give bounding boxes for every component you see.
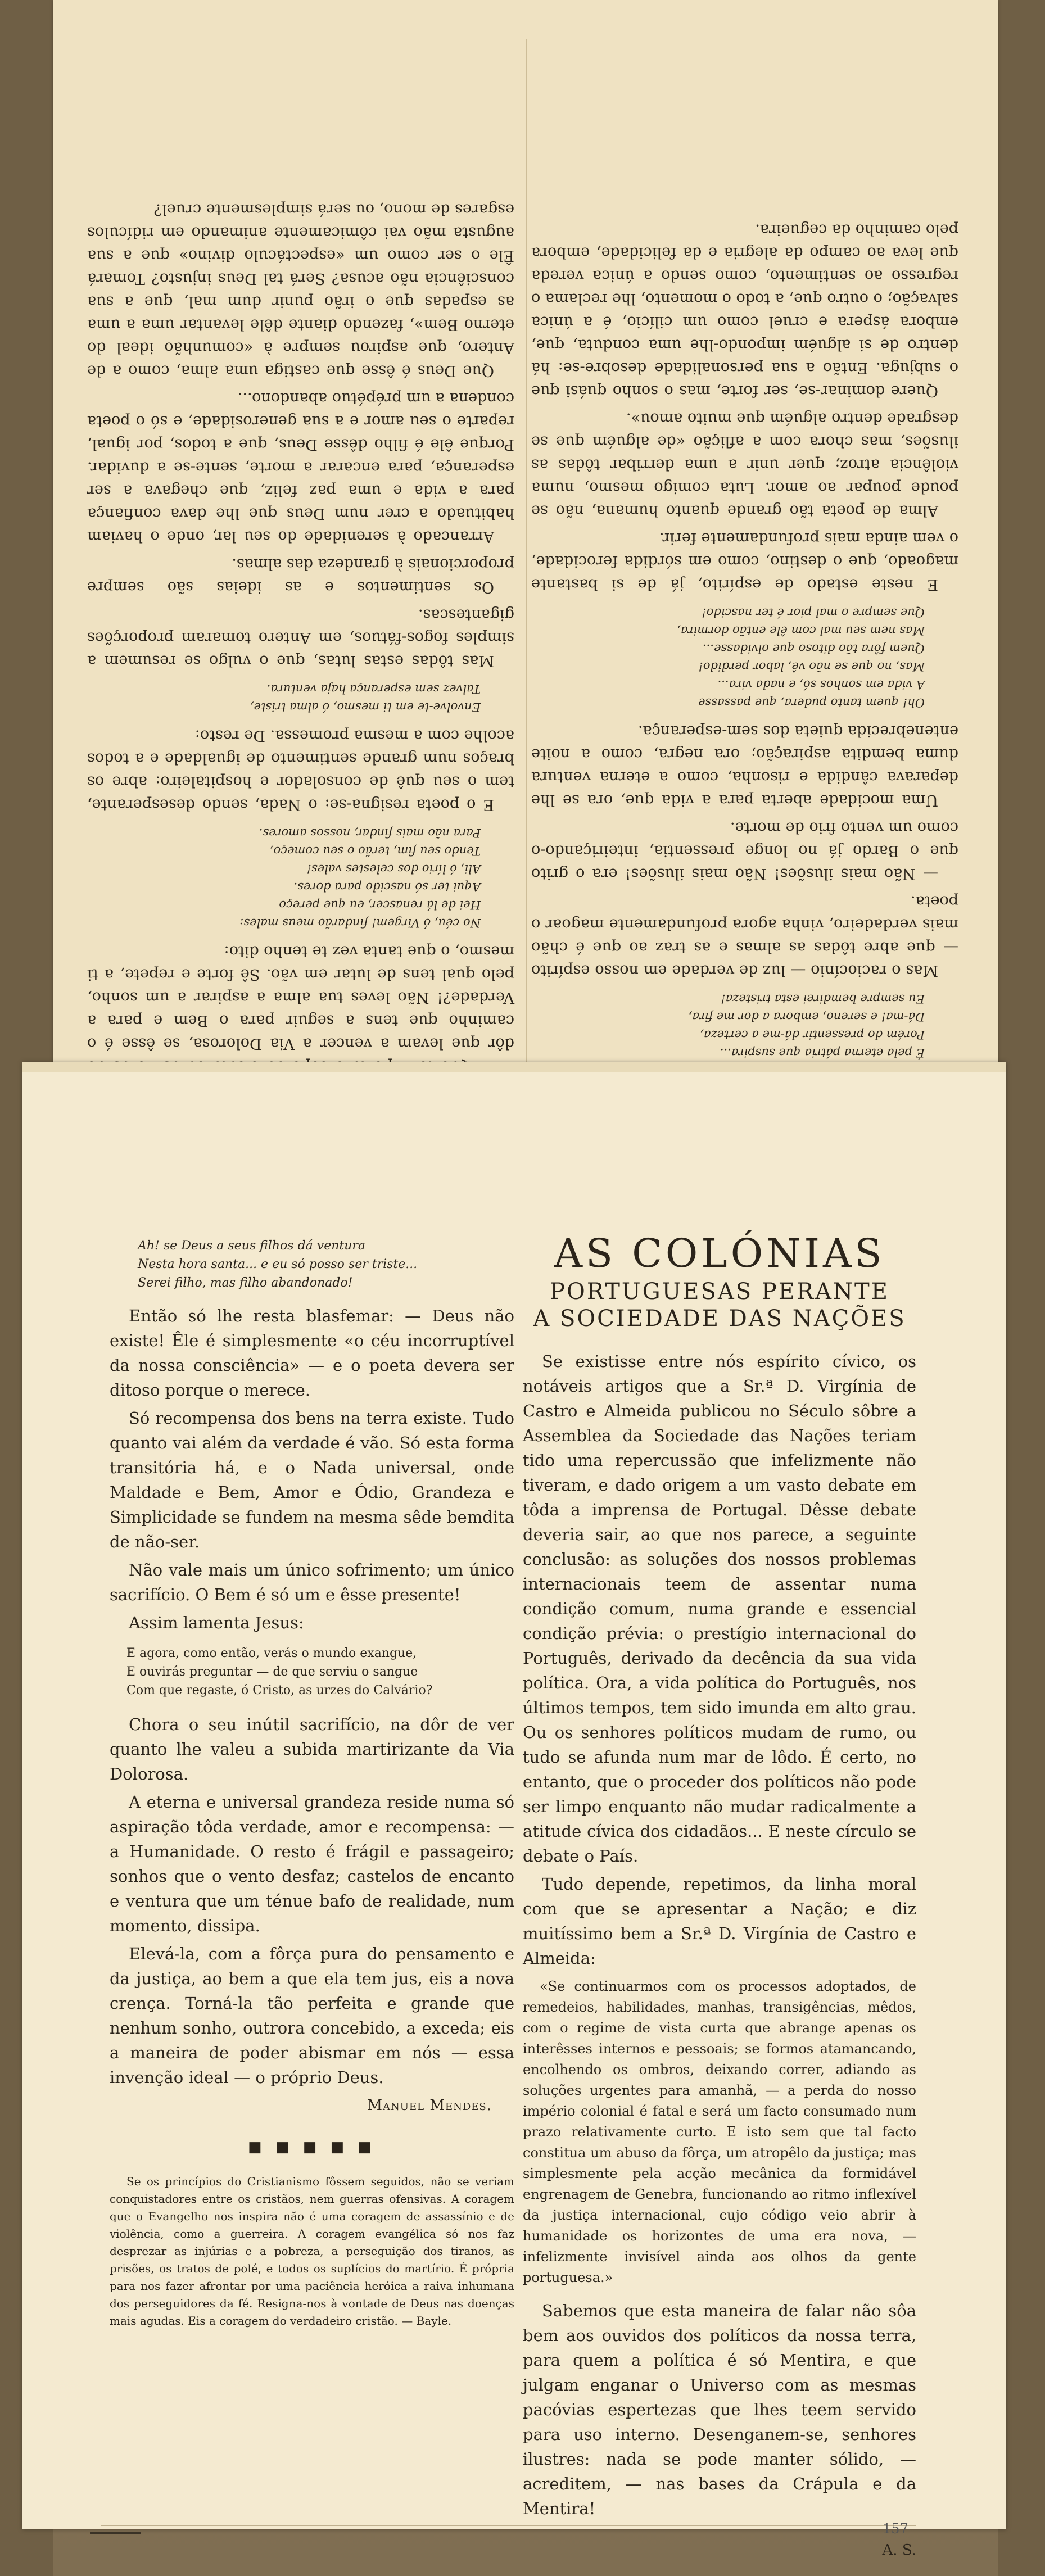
slip-paragraph: dôr que levam a vencer a Via Dolorosa, se êsse é o caminho que tens a seguir para o Bem e para a Verdade?! Não leves tua alma a aspirar a um sonho, pelo qual tens de lutar em vão. Sê forte e repete, a ti mesmo, o que tanta vez te tenho dito: — [87, 943, 514, 1052]
verse-line: Quem fôra tão ditoso que olvidasse... — [702, 642, 925, 655]
body-paragraph: A eterna e universal grandeza reside numa só aspiração tôda verdade, amor e recompensa: — a Humanidade. O resto é frágil e passageiro; sonhos que o vento desfaz; castelos de encanto e ventura que um ténue bafo de realidade, num momento, dissipa. — [110, 1792, 514, 1935]
verse-line: Serei filho, mas filho abandonado! — [138, 1276, 353, 1290]
verse-line: É pela eterna pátria que suspira... — [720, 1046, 925, 1060]
slip-column-a — [531, 214, 958, 1175]
body-paragraph: Tudo depende, repetimos, da linha moral com que se apresentar a Nação; e diz muitíssimo bem a Sr.ª D. Virgínia de Castro e Almeida: — [523, 1875, 916, 1968]
body-paragraph: Só recompensa dos bens na terra existe. Tudo quanto vai além da verdade é vão. Só esta forma transitória há, e o Nada universal, onde Maldade e Bem, Amor e Ódio, Grandeza e Simplicidade se fundem na mesma sêde bemdita de não-ser. — [110, 1409, 514, 1551]
body-paragraph: Sabemos que esta maneira de falar não sôa bem aos ouvidos dos políticos da nossa terra, para quem a política é só Mentira, e que julgam enganar o Universo com as mesmas pacóvias espertezas que lhes teem servido para uso interno. Desenganem-se, senhores ilustres: nada se pode manter sólido, — acreditem, — nas bases da Crápula e da Mentira! — [523, 2301, 916, 2518]
slip-paragraph: Que Deus é êsse que castiga uma alma, como a de Antero, que aspirou sempre à «comunhão ideal do eterno Bem», fazendo diante dêle levantar uma a uma as espadas que o irão punir dum mal, que a sua consciência não acusa? Será tal Deus injusto? Tomará Êle o ser como um «espectáculo divino» que a sua augusta mão vai cômicamente animando em ridículos esgares de mono, ou será simplesmente cruel? — [87, 201, 514, 379]
verse-line: No céu, ó Virgem! findarão meus males: — [239, 916, 481, 930]
slip-verse-b — [531, 604, 925, 712]
body-paragraph: Então só lhe resta blasfemar: — Deus não existe! Êle é simplesmente «o céu incorruptível da nossa consciência» — e o poeta devera ser ditoso porque o merece. — [110, 1306, 514, 1400]
footnote-quote — [110, 2173, 514, 2330]
article-subtitle-2: A SOCIEDADE DAS NAÇÕES — [533, 1306, 906, 1332]
verse-line: Envolve-te em ti mesmo, ó alma triste, — [250, 700, 481, 714]
footer-mark — [90, 2527, 141, 2534]
verse-line: Que sempre o mal pior é ter nascido! — [702, 606, 925, 619]
verse-line: Porém do pressentir dá-me a certeza, — [700, 1028, 925, 1042]
verse-line: Nesta hora santa... e eu só posso ser triste... — [138, 1257, 418, 1271]
verse-line: A vida em sonhos só, e nada vira... — [717, 678, 925, 691]
column-divider — [526, 39, 527, 1163]
right-column — [523, 1231, 916, 2563]
author-signature: Manuel Mendes. — [367, 2097, 492, 2114]
author-initials: A. S. — [882, 2542, 916, 2559]
verse-line: Hei de lá renascer, eu que pereço — [279, 898, 481, 912]
body-paragraph: Elevá-la, com a fôrça pura do pensamento e da justiça, ao bem a que ela tem jus, eis a nova crença. Torná-la tão perfeita e grande que nenhum sonho, outrora concebido, a exceda; eis a maneira de poder abismar em nós — essa invenção ideal — o próprio Deus. — [110, 1944, 514, 2087]
body-paragraph: Não vale mais um único sofrimento; um único sacrifício. O Bem é só um e êsse presente! — [110, 1560, 514, 1604]
page-number: 157 — [883, 2521, 908, 2537]
body-paragraph: Assim lamenta Jesus: — [129, 1613, 304, 1632]
upside-down-slip — [53, 0, 998, 1197]
verse-line: Ah! se Deus a seus filhos dá ventura — [138, 1239, 366, 1253]
section-separator: ■ ■ ■ ■ ■ — [248, 2139, 376, 2156]
body-paragraph: Se existisse entre nós espírito cívico, os notáveis artigos que a Sr.ª D. Virgínia de Castro e Almeida publicou no Século sôbre a Assemblea da Sociedade das Nações teriam tido uma repercussão que infelizmente não tiveram, e dado origem a um vasto debate em tôda a imprensa de Portugal. Dêsse debate deveria sair, ao que nos parece, a seguinte conclusão: as soluções dos nossos problemas internacionais teem de assentar numa condição comum, numa grande e essencial condição prévia: o prestígio internacional do Português, derivado da decência da sua vida política. Ora, a vida política do Português, nos últimos tempos, tem sido imunda em alto grau. Ou os senhores políticos mudam de rumo, ou tudo se afunda num mar de lôdo. É certo, no entanto, que o proceder dos políticos não pode ser limpo enquanto não mudar radicalmente a atitude cívica dos cidadãos... E neste círculo se debate o País. — [523, 1352, 916, 1866]
verse-line: E ouvirás preguntar — de que serviu o sangue — [126, 1665, 418, 1679]
left-column — [110, 1237, 514, 2330]
slip-paragraph: Mas tôdas estas lutas, que o vulgo se resumem a simples fogos-fátuos, em Antero tomaram proporções gigantescas. — [87, 606, 514, 669]
slip-paragraph: Quere dominar-se, ser forte, mas o sonho quási que o subjuga. Então a sua personalidade desobre-se: há dentro de si alguém impondo-lhe uma conduta, que, embora áspera e cruel como um cilício, é a única salvação; o outro que, a todo o momento, lhe reclama o regresso ao sentimento, como sendo a única vereda que leva ao campo da alegria e da felicidade, embora pelo caminho da cegueira. — [531, 221, 958, 400]
slip-paragraph: Mas o raciocínio — luz de verdade em nosso espírito — que abre tôdas as almas e as traz ao que é chão mais verdadeiro, vinha agora profundamente magoar o poeta. — [531, 893, 958, 979]
verse-line: Talvez sem esperança haja ventura. — [266, 682, 481, 696]
verse-line: Tendo seu fim, terão o seu começo, — [269, 844, 481, 858]
footnote-text: Se os princípios do Cristianismo fôssem seguidos, não se veriam conquistadores entre os cristãos, nem guerras ofensivas. A coragem que o Evangelho nos inspira não é uma coragem de assassínio e de violência, como a guerreira. A coragem evangélica só nos faz desprezar as injúrias e a pobreza, a perseguição dos tiranos, as prisões, os tratos de polé, e todos os suplícios do martírio. É própria para nos fazer afrontar por uma paciência heróica a raiva inhumana dos perseguidores da fé. Resigna-nos à vontade de Deus nas doenças mais agudas. Eis a coragem do verdadeiro cristão. — Bayle. — [110, 2175, 514, 2328]
verse-line: Aqui ter só nascido para dores. — [293, 880, 481, 894]
slip-column-b — [87, 193, 514, 1175]
slip-paragraph: E neste estado de espírito, já de si bastante magoado, que o destino, como em sórdida ferocidade, o vem ainda mais profundamente ferir. — [531, 529, 958, 593]
slip-verse-d — [87, 680, 481, 716]
jesus-verse — [126, 1644, 514, 1700]
slip-paragraph: Alma de poeta tão grande quanto humana, não se poude poupar ao amor. Luta comigo mesmo, numa violência atroz; quer unir a uma derribar tôdas as ilusões, mas chora com a aflição «de alguém que se desgrade dentro alguém que muito amou». — [531, 410, 958, 519]
quote-text: «Se continuarmos com os processos adoptados, de remedeios, habilidades, manhas, transigências, mêdos, com o regime de vista curta que abrange apenas os interêsses internos e pessoais; se formos atamancando, encolhendo os ombros, deixando correr, adiando as soluções urgentes para amanhã, — a perda do nosso império colonial é fatal e será um facto consumado num prazo relativamente curto. E isto sem que tal facto constitua um abuso da fôrça, um atropêlo da justiça; mas simplesmente pela acção mecânica da formidável engrenagem de Genebra, funcionando ao ritmo inflexível da justiça internacional, cujo código veio abrir à humanidade os horizontes de uma era nova, — infelizmente invisível ainda aos olhos da gente portuguesa.» — [523, 1979, 916, 2285]
slip-paragraph: Uma mocidade aberta para a vida que, ora se lhe deparava cândida e risonha, como a eterna ventura duma bemdita aspiração; ora negra, como a noite entenebrecida quieta dos sem-esperança. — [531, 722, 958, 809]
verse-line: E agora, como então, verás o mundo exangue, — [126, 1646, 417, 1660]
slip-paragraph: Arrancado à serenidade do seu lar, onde o haviam habituado a crer num Deus que lhe dava confiança para a vida e uma paz feliz, que chegava a ser esperança, para encarar a morte, sente-se a duvidar. Porque êle é filho dêsse Deus, que a todos, por igual, reparte o seu amor e a sua generosidade, e só o poeta condena a um prépétuo abandono... — [87, 390, 514, 545]
verse-line: Dá-ma! e sereno, embora a dor me fira, — [688, 1010, 925, 1024]
page-footer-rule — [101, 2525, 916, 2526]
verse-line: Ali, ó lírio dos celestes vales! — [306, 862, 481, 876]
page-top-edge — [22, 1062, 1006, 1072]
verse-line: Oh! quem tanto pudera, que passasse — [698, 696, 925, 709]
verse-line: Para não mais findar, nossos amores. — [259, 826, 481, 840]
article-subtitle-1: PORTUGUESAS PERANTE — [550, 1279, 889, 1305]
slip-verse-c — [87, 824, 481, 932]
slip-paragraph: — Não mais ilusões! Não mais ilusões! era o grito que o Bardo já no longe pressentia, inteiriçando-o como um vento frio de morte. — [531, 819, 958, 882]
block-quote — [523, 1976, 916, 2288]
upside-down-content — [53, 0, 998, 1197]
slip-paragraph: E o poeta resigna-se: o Nada, sendo desesperante, tem o seu quê de consolador e hospitaleiro: abre os braços num grande sentimento de igualdade e a todos acolhe com a mesma promessa. De resto: — [87, 727, 514, 813]
intro-verse — [138, 1237, 514, 1292]
verse-line: Mas nem seu mal com êle então dormira, — [677, 624, 925, 637]
body-paragraph: Chora o seu inútil sacrifício, na dôr de ver quanto lhe valeu a subida martirizante da Via Dolorosa. — [110, 1715, 514, 1783]
article-title: AS COLÓNIAS — [554, 1230, 885, 1276]
slip-paragraph: Os sentimentos e as ideias são sempre proporcionais à grandeza das almas. — [87, 555, 514, 596]
verse-line: Com que regaste, ó Cristo, as urzes do Calvário? — [126, 1683, 433, 1697]
verse-line: Mas, no que se não vê, labor perdido! — [698, 660, 925, 673]
verse-line: Eu sempre bemdirei esta tristeza! — [721, 992, 925, 1006]
